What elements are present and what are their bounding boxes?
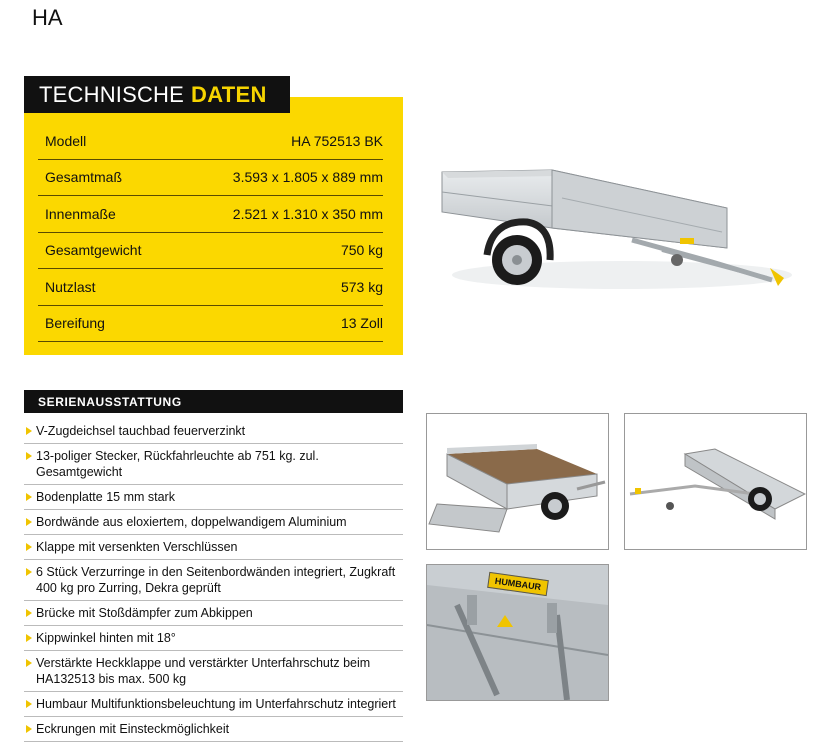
- bullet-arrow-icon: [26, 609, 32, 617]
- spec-value: 13 Zoll: [340, 315, 383, 332]
- tech-data-heading: [24, 76, 290, 113]
- bullet-arrow-icon: [26, 427, 32, 435]
- spec-value: 3.593 x 1.805 x 889 mm: [232, 169, 383, 186]
- spec-label: Gesamtgewicht: [45, 242, 142, 259]
- page-title: HA: [32, 5, 63, 30]
- brand-plate: HUMBAUR: [487, 572, 549, 596]
- spec-row: [38, 269, 383, 306]
- list-item-text: V-Zugdeichsel tauchbad feuerverzinkt: [36, 424, 246, 438]
- list-item-text: Eckrungen mit Einsteckmöglichkeit: [36, 722, 230, 736]
- list-item: [24, 560, 403, 601]
- list-item-text: Humbaur Multifunktionsbeleuchtung im Unterfahrschutz integriert: [36, 697, 396, 711]
- spec-label: Modell: [45, 132, 87, 149]
- list-item: [24, 651, 403, 692]
- spec-row: [38, 306, 383, 343]
- bullet-arrow-icon: [26, 493, 32, 501]
- spec-row: [38, 233, 383, 270]
- bullet-arrow-icon: [26, 518, 32, 526]
- list-item: [24, 717, 403, 742]
- tech-heading-white: TECHNISCHE: [39, 81, 185, 107]
- feature-list: [24, 419, 403, 742]
- list-item: [24, 444, 403, 485]
- list-item: [24, 485, 403, 510]
- spec-value: 750 kg: [340, 242, 383, 259]
- spec-value: HA 752513 BK: [291, 132, 383, 149]
- trailer-main-image: [432, 150, 804, 315]
- spec-label: Nutzlast: [45, 278, 96, 295]
- list-item: [24, 510, 403, 535]
- spec-value: 573 kg: [340, 278, 383, 295]
- bullet-arrow-icon: [26, 634, 32, 642]
- list-item-text: Bodenplatte 15 mm stark: [36, 490, 175, 504]
- tech-heading-yellow: DATEN: [191, 81, 267, 107]
- spec-value: 2.521 x 1.310 x 350 mm: [232, 205, 383, 222]
- list-item: [24, 692, 403, 717]
- bullet-arrow-icon: [26, 568, 32, 576]
- series-heading-text: SERIENAUSSTATTUNG: [38, 394, 182, 409]
- bullet-arrow-icon: [26, 700, 32, 708]
- spec-table: [38, 123, 383, 342]
- bullet-arrow-icon: [26, 659, 32, 667]
- spec-row: [38, 160, 383, 197]
- list-item-text: Bordwände aus eloxiertem, doppelwandigem Aluminium: [36, 515, 347, 529]
- spec-row: [38, 123, 383, 160]
- spec-label: Innenmaße: [45, 205, 116, 222]
- spec-label: Gesamtmaß: [45, 169, 123, 186]
- list-item-text: 6 Stück Verzurringe in den Seitenbordwänden integriert, Zugkraft 400 kg pro Zurring, Dekra geprüft: [36, 565, 396, 595]
- list-item: [24, 626, 403, 651]
- bullet-arrow-icon: [26, 452, 32, 460]
- spec-label: Bereifung: [45, 315, 105, 332]
- list-item-text: Verstärkte Heckklappe und verstärkter Unterfahrschutz beim HA132513 bis max. 500 kg: [36, 656, 371, 686]
- list-item-text: Brücke mit Stoßdämpfer zum Abkippen: [36, 606, 253, 620]
- series-heading: [24, 390, 403, 413]
- spec-row: [38, 196, 383, 233]
- trailer-photo-tipped: [624, 413, 807, 550]
- list-item-text: 13-poliger Stecker, Rückfahrleuchte ab 751 kg. zul. Gesamtgewicht: [36, 449, 319, 479]
- list-item-text: Kippwinkel hinten mit 18°: [36, 631, 176, 645]
- list-item: [24, 601, 403, 626]
- list-item: [24, 419, 403, 444]
- list-item: [24, 535, 403, 560]
- bullet-arrow-icon: [26, 725, 32, 733]
- bullet-arrow-icon: [26, 543, 32, 551]
- list-item-text: Klappe mit versenkten Verschlüssen: [36, 540, 238, 554]
- trailer-photo-open-tailgate: [426, 413, 609, 550]
